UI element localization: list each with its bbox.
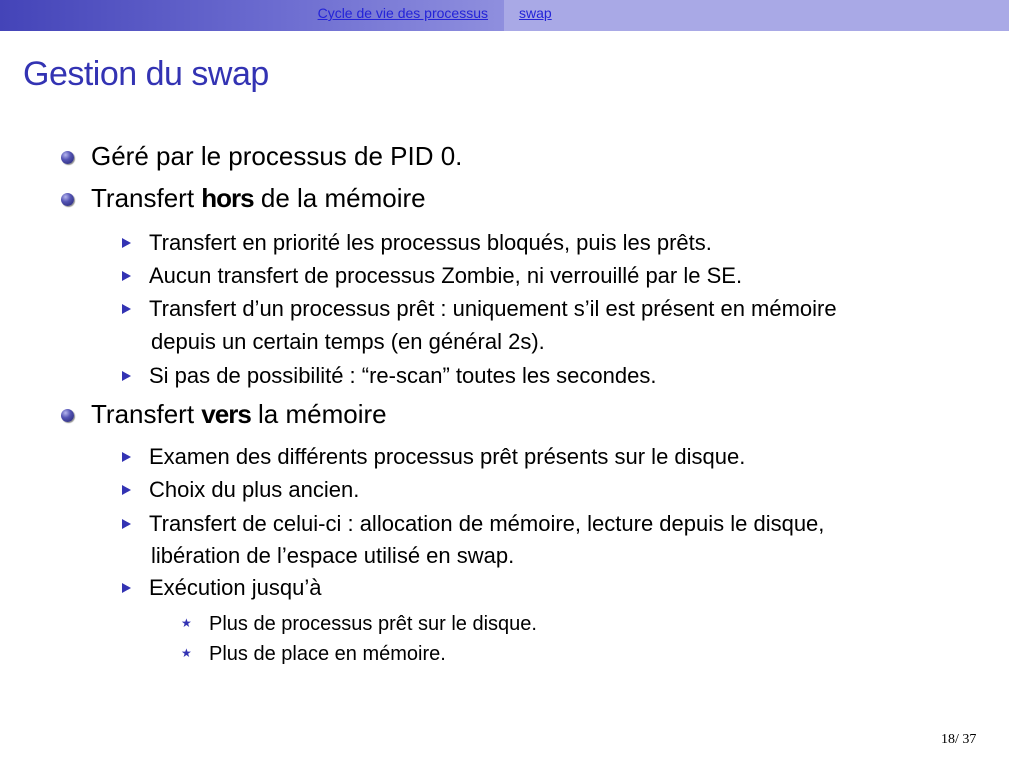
bullet-ball-icon xyxy=(61,193,74,206)
bullet-ball-icon xyxy=(61,151,74,164)
nav-section-area xyxy=(0,0,504,31)
sub-sub-bullet-text: Plus de place en mémoire. xyxy=(209,643,446,665)
sub-bullet-continuation xyxy=(151,325,545,358)
sub-sub-bullet-text: Plus de processus prêt sur le disque. xyxy=(209,613,537,635)
triangle-bullet-icon xyxy=(122,485,131,495)
bullet-text-suffix: de la mémoire xyxy=(253,183,426,213)
sub-bullet-text: Exécution jusqu’à xyxy=(149,575,322,600)
bullet-text: Géré par le processus de PID 0. xyxy=(91,141,463,171)
sub-bullet-item xyxy=(149,292,837,325)
nav-subsection-link[interactable]: swap xyxy=(519,5,552,21)
bullet-item xyxy=(91,141,462,172)
sub-bullet-text: Si pas de possibilité : “re-scan” toutes les secondes. xyxy=(149,363,657,388)
sub-bullet-item xyxy=(149,571,321,604)
sub-sub-bullet-item xyxy=(181,643,446,666)
sub-bullet-text: Choix du plus ancien. xyxy=(149,477,360,502)
sub-bullet-item xyxy=(149,226,712,259)
triangle-bullet-icon xyxy=(122,452,131,462)
bullet-text-prefix: Transfert xyxy=(91,399,202,429)
sub-bullet-text: libération de l’espace utilisé en swap. xyxy=(151,543,515,568)
sub-bullet-item xyxy=(149,507,824,540)
bullet-text-emphasis: hors xyxy=(201,183,254,213)
sub-bullet-text: Transfert d’un processus prêt : uniquement s’il est présent en mémoire xyxy=(149,296,837,321)
nav-section-link[interactable]: Cycle de vie des processus xyxy=(317,5,488,21)
bullet-text-suffix: la mémoire xyxy=(250,399,387,429)
sub-bullet-text: depuis un certain temps (en général 2s). xyxy=(151,329,545,354)
sub-bullet-item xyxy=(149,473,359,506)
page-number: 18/ 37 xyxy=(941,732,977,747)
slide-title: Gestion du swap xyxy=(23,55,269,93)
triangle-bullet-icon xyxy=(122,304,131,314)
sub-bullet-item xyxy=(149,259,742,292)
star-bullet-icon: ★ xyxy=(181,646,192,660)
sub-bullet-text: Aucun transfert de processus Zombie, ni verrouillé par le SE. xyxy=(149,263,743,288)
sub-sub-bullet-item xyxy=(181,613,537,636)
bullet-item xyxy=(91,183,426,214)
triangle-bullet-icon xyxy=(122,271,131,281)
sub-bullet-text: Transfert de celui-ci : allocation de mémoire, lecture depuis le disque, xyxy=(149,511,825,536)
bullet-text-prefix: Transfert xyxy=(91,183,202,213)
navigation-bar xyxy=(0,0,1009,31)
bullet-ball-icon xyxy=(61,409,74,422)
nav-subsection-area xyxy=(504,0,1009,31)
triangle-bullet-icon xyxy=(122,371,131,381)
triangle-bullet-icon xyxy=(122,238,131,248)
sub-bullet-item xyxy=(149,440,745,473)
bullet-item xyxy=(91,399,387,430)
sub-bullet-continuation xyxy=(151,539,514,572)
bullet-text-emphasis: vers xyxy=(201,399,251,429)
sub-bullet-text: Transfert en priorité les processus bloqués, puis les prêts. xyxy=(149,230,712,255)
sub-bullet-item xyxy=(149,359,656,392)
star-bullet-icon: ★ xyxy=(181,616,192,630)
triangle-bullet-icon xyxy=(122,519,131,529)
triangle-bullet-icon xyxy=(122,583,131,593)
sub-bullet-text: Examen des différents processus prêt présents sur le disque. xyxy=(149,444,746,469)
